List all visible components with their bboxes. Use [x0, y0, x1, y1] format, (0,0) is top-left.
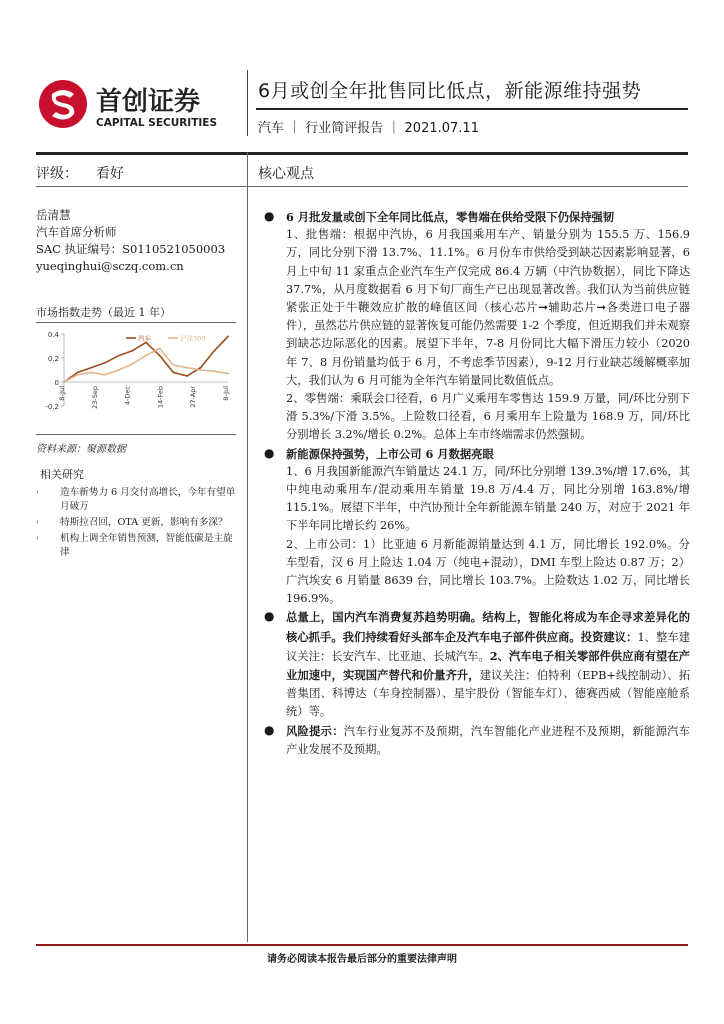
- analyst-email[interactable]: yueqinghui@sczq.com.cn: [36, 259, 184, 273]
- x-tick-label: 8-Jul: [58, 386, 66, 401]
- analyst-info: [36, 207, 225, 275]
- data-point: [90, 372, 92, 374]
- section-new-energy: [262, 445, 690, 609]
- section-rule: [36, 186, 688, 187]
- y-tick-label: 0: [54, 379, 59, 387]
- data-point: [159, 355, 161, 357]
- bullet-icon: ·: [36, 517, 40, 528]
- section-heading: 新能源保持强势，上市公司 6 月数据亮眼: [286, 446, 494, 461]
- data-point: [227, 373, 229, 375]
- chart-title: 市场指数走势（最近 1 年）: [36, 306, 171, 319]
- related-research-list: [36, 486, 242, 562]
- header-divider: [247, 70, 248, 136]
- related-research-title: 相关研究: [40, 468, 84, 481]
- section-heading: 6 月批发量或创下全年同比低点，零售端在供给受限下仍保持强韧: [286, 210, 615, 224]
- data-point: [90, 367, 92, 369]
- x-tick-label: 23-Sep: [90, 386, 99, 409]
- x-tick-label: 8-Jul: [222, 386, 230, 401]
- bullet-icon: ·: [36, 533, 40, 544]
- legend-label: 汽车: [138, 334, 151, 343]
- risk-label: 风险提示：: [286, 723, 344, 738]
- column-divider: [247, 152, 248, 942]
- advice-bold-1: 总量上，国内汽车消费复苏趋势明确。结构上，智能化将成为车企寻求差异化的核心抓手。我们持续看好头部车企及汽车电子部件供应商。投资建议：: [286, 610, 690, 644]
- data-point: [131, 363, 133, 365]
- analyst-name: 岳清慧: [36, 208, 71, 222]
- data-point: [186, 375, 188, 377]
- data-point: [77, 374, 79, 376]
- report-subtitle: 汽车 ｜ 行业简评报告 ｜ 2021.07.11: [258, 121, 479, 136]
- analyst-license: SAC 执证编号：S0110521050003: [36, 242, 226, 256]
- chart-bottom-rule: [36, 434, 236, 435]
- core-views-heading: 核心观点: [258, 166, 314, 182]
- header-rule: [36, 152, 688, 155]
- report-title: 6月或创全年批售同比低点，新能源维持强势: [258, 80, 642, 102]
- data-point: [186, 367, 188, 369]
- core-views-body: [262, 208, 690, 759]
- section-batch-sales: [262, 208, 690, 445]
- logo-cn-text: 首创证券: [96, 87, 201, 117]
- y-tick-label: 0.2: [47, 355, 59, 363]
- bullet-icon: ●: [264, 445, 275, 460]
- bullet-icon: ●: [264, 209, 275, 223]
- advice-text-2: 建议关注：伯特利（EPB+线控制动）、拓普集团、科博达（车身控制器）、星宇股份（智能车灯）、德赛西威（智能座舱系统）等。: [286, 669, 690, 719]
- rating-label: 评级：: [36, 166, 78, 182]
- x-tick-label: 4-Dec: [123, 386, 132, 406]
- advice-text-1: 1、整车建议关注：长安汽车、比亚迪、长城汽车。: [286, 630, 690, 663]
- chart-top-rule: [36, 322, 236, 323]
- data-point: [63, 381, 65, 383]
- related-item[interactable]: · 造车新势力 6 月交付高增长，今年有望单月破万: [36, 487, 236, 512]
- market-index-chart: [36, 324, 240, 436]
- data-point: [200, 367, 202, 369]
- x-tick-label: 27-Apr: [189, 386, 198, 408]
- related-item[interactable]: · 机构上调全年销售预测，智能低碳是主旋律: [36, 533, 233, 558]
- data-point: [172, 372, 174, 374]
- advice-bold-2: 2、汽车电子相关零部件供应商有望在产业加速中，实现国产替代和价量齐升，: [286, 648, 690, 683]
- data-point: [227, 336, 229, 338]
- legend-label: 沪深300: [180, 334, 206, 343]
- title-underline: [256, 108, 688, 110]
- bullet-icon: ●: [264, 722, 275, 737]
- bullet-icon: ·: [36, 487, 40, 498]
- footer-rule: [36, 944, 688, 946]
- logo-en-text: CAPITAL SECURITIES: [96, 117, 218, 129]
- data-point: [131, 350, 133, 352]
- rating: [36, 163, 124, 183]
- paragraph: 2、上市公司：1）比亚迪 6 月新能源销量达到 4.1 万，同比增长 192.0%。分车型看，汉 6 月上险达 1.04 万（纯电+混动），DMI 车型上险达 0.87 万；2）广汽埃安 6 月销量 8639 台，同比增长 103.7%。上险数达 1.02 万，同比增长 196.9%。: [286, 537, 690, 606]
- capital-securities-logo: [36, 76, 246, 132]
- paragraph: 2、零售端：乘联会口径看，6 月广义乘用车零售达 159.9 万量，同/环比分别下滑 5.3%/下滑 3.5%。上险数口径看，6 月乘用车上险量为 168.9 万，同/环比分别增长 3.2%/增长 0.2%。总体上车市终端需求仍然强韧。: [286, 392, 690, 442]
- bullet-icon: ●: [264, 609, 275, 624]
- data-point: [145, 355, 147, 357]
- data-point: [104, 362, 106, 364]
- data-point: [213, 350, 215, 352]
- related-item[interactable]: · 特斯拉召回，OTA 更新，影响有多深？: [36, 517, 228, 528]
- data-point: [172, 364, 174, 366]
- footer-disclaimer: 请务必阅读本报告最后部分的重要法律声明: [267, 954, 457, 965]
- data-point: [118, 369, 120, 371]
- paragraph: 1、批售端：根据中汽协，6 月我国乘用车产、销量分别为 155.5 万、156.9 万，同比分别下滑 13.7%、11.1%。6 月份车市供给受到缺芯因素影响显著，6 月上中旬 11 家重点企业汽车生产仅完成 86.4 万辆（中汽协数据），同比下降达 37.7%，从月度数据看 6 月下旬厂商生产已出现显著改善。我们认为当前供应链紧张正处于牛鞭效应扩散的峰值区间（核心芯片➞辅助芯片➞各类进口电子器件），虽然芯片供应链的显著恢复可能仍然需要 1-2 个季度，但近期我们并未观察到缺芯边际恶化的因素。展望下半年，7-8 月份同比大幅下滑压力较小（2020 年 7、8 月份销量均低于 6 月，不考虑季节因素），9-12 月行业缺芯缓解概率加大，我们认为 6 月可能为全年汽车销量同比数值低点。: [286, 228, 690, 387]
- data-point: [200, 369, 202, 371]
- section-investment-advice: [262, 608, 690, 721]
- chart-source: 资料来源：聚源数据: [36, 444, 126, 455]
- data-point: [118, 355, 120, 357]
- rating-value: 看好: [96, 166, 124, 182]
- y-tick-label: 0.4: [47, 331, 59, 339]
- data-point: [104, 374, 106, 376]
- paragraph: 1、6 月我国新能源汽车销量达 24.1 万，同/环比分别增 139.3%/增 17.6%，其中纯电动乘用车/混动乘用车销量 19.8 万/4.4 万，同比分别增 163.8%/增 115.1%。展望下半年，中汽协预计全年新能源车销量 240 万，对应于 2021 年下半年同比增长约 26%。: [286, 464, 690, 533]
- data-point: [159, 348, 161, 350]
- analyst-role: 汽车首席分析师: [36, 225, 117, 239]
- x-tick-label: 14-Feb: [156, 386, 165, 409]
- data-point: [213, 370, 215, 372]
- y-tick-label: -0.2: [45, 403, 59, 411]
- section-risk: [262, 722, 690, 759]
- data-point: [77, 372, 79, 374]
- risk-text: 汽车行业复苏不及预期，汽车智能化产业进程不及预期，新能源汽车产业发展不及预期。: [286, 724, 690, 756]
